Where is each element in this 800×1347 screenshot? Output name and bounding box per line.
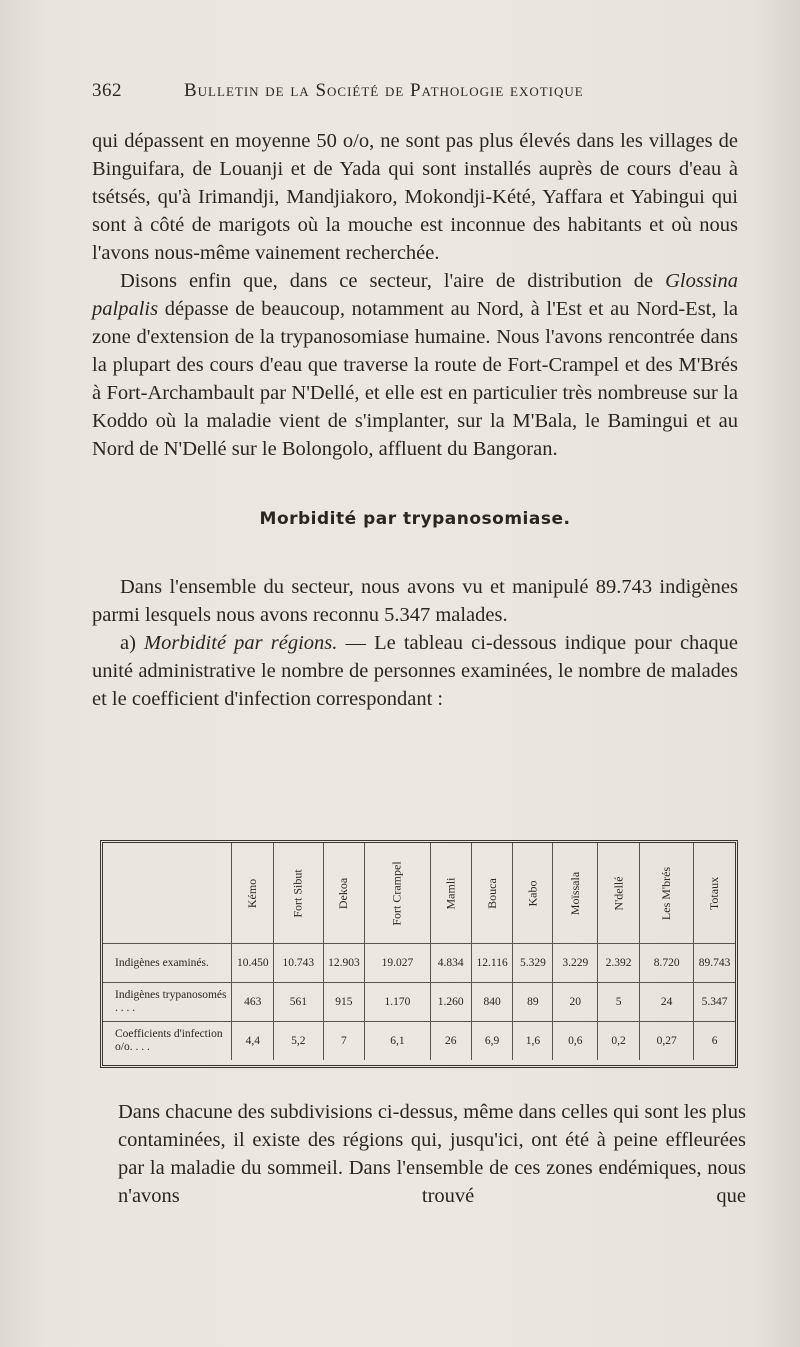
paragraph-5: Dans chacune des subdivisions ci-dessus, même dans celles qui sont les plus contaminées, il existe des régions qui, jusqu'ici, ont été à peine effleurées par la maladie du sommeil. Dans l'ensemble de ces zones endémiques, nous n'avons trouvé que: [118, 1101, 746, 1207]
paragraph-4-subheading: Morbidité par régions.: [144, 632, 338, 654]
row-label: Coefficients d'infection o/o. . . .: [103, 1022, 232, 1061]
table-cell: 12.903: [323, 944, 365, 983]
table-cell: 20: [553, 983, 598, 1022]
table-cell: 0,27: [640, 1022, 694, 1061]
table-cell: 24: [640, 983, 694, 1022]
morbidity-table-grid: [103, 843, 735, 1060]
col-dekoa: [323, 843, 365, 944]
row-label: Indigènes trypanosomés . . . .: [103, 983, 232, 1022]
col-label: Les M'brés: [659, 866, 674, 920]
table-cell: 4.834: [430, 944, 471, 983]
table-cell: 26: [430, 1022, 471, 1061]
col-label: Totaux: [707, 876, 722, 910]
table-cell: 6: [694, 1022, 735, 1061]
col-label: Mamli: [443, 877, 458, 909]
table-row: [103, 944, 735, 983]
col-label: Dekoa: [336, 877, 351, 909]
col-les-mbres: [640, 843, 694, 944]
table-cell: 5: [598, 983, 640, 1022]
col-label: Fort Sibut: [290, 868, 305, 918]
table-cell: 89: [513, 983, 553, 1022]
table-cell: 5.347: [694, 983, 735, 1022]
col-kabo: [513, 843, 553, 944]
table-cell: 1.170: [365, 983, 430, 1022]
table-cell: 463: [232, 983, 274, 1022]
paragraph-2-end: dépasse de beaucoup, notamment au Nord, à l'Est et au Nord-Est, la zone d'extension de la trypanosomiase humaine. Nous l'avons rencontrée dans la plupart des cours d'eau que traverse la route de Fort-Crampel et des M'Brés à Fort-Archambault par N'Dellé, et elle est en particulier très nombreuse sur la Koddo où la maladie vient de s'implanter, sur la M'Bala, le Bamingui et au Nord de N'Dellé sur le Bolongolo, affluent du Bangoran.: [92, 298, 738, 460]
col-label: Kémo: [245, 878, 260, 908]
table-cell: 561: [274, 983, 323, 1022]
table-cell: 10.450: [232, 944, 274, 983]
table-cell: 0,6: [553, 1022, 598, 1061]
table-header-row: [103, 843, 735, 944]
col-label: N'dellé: [611, 875, 626, 911]
col-moissala: [553, 843, 598, 944]
paragraph-4: [92, 629, 738, 713]
col-fort-crampel: [365, 843, 430, 944]
table-cell: 1,6: [513, 1022, 553, 1061]
table-cell: 89.743: [694, 944, 735, 983]
table-cell: 5,2: [274, 1022, 323, 1061]
morbidity-table: [100, 840, 738, 1068]
table-cell: 1.260: [430, 983, 471, 1022]
paragraph-3: Dans l'ensemble du secteur, nous avons vu et manipulé 89.743 indigènes parmi lesquels nous avons reconnu 5.347 malades.: [92, 576, 738, 626]
table-cell: 6,1: [365, 1022, 430, 1061]
row-label: Indigènes examinés.: [103, 944, 232, 983]
table-corner: [103, 843, 232, 944]
col-mamli: [430, 843, 471, 944]
table-cell: 0,2: [598, 1022, 640, 1061]
running-title: Bulletin de la Société de Pathologie exotique: [184, 80, 584, 101]
table-cell: 915: [323, 983, 365, 1022]
table-cell: 7: [323, 1022, 365, 1061]
page-number: 362: [92, 80, 122, 101]
paragraph-2-start: Disons enfin que, dans ce secteur, l'aire de distribution de: [120, 270, 666, 292]
table-cell: 5.329: [513, 944, 553, 983]
paragraph-4-label: a): [120, 632, 145, 654]
table-cell: 840: [471, 983, 513, 1022]
paragraph-1: qui dépassent en moyenne 50 o/o, ne sont pas plus élevés dans les villages de Binguifara, de Louanji et de Yada qui sont installés auprès de cours d'eau à tsétsés, qu'à Irimandji, Mandjiakoro, Mokondji-Kété, Yaffara et Yabingui qui sont à côté de marigots où la mouche est inconnue des habitants et où nous l'avons nous-même vainement recherchée.: [92, 130, 738, 264]
col-kemo: [232, 843, 274, 944]
table-cell: 3.229: [553, 944, 598, 983]
col-label: Kabo: [525, 880, 540, 906]
col-totaux: [694, 843, 735, 944]
col-fort-sibut: [274, 843, 323, 944]
col-ndelle: [598, 843, 640, 944]
species-name: Glossina palpalis: [92, 270, 738, 320]
body-text: [92, 127, 738, 713]
paragraph-4-rest: — Le tableau ci-dessous indique pour chaque unité administrative le nombre de personnes examinées, le nombre de malades et le coefficient d'infection correspondant :: [92, 632, 738, 710]
col-label: Moïssala: [567, 871, 582, 915]
paragraph-2: [92, 267, 738, 463]
table-cell: 6,9: [471, 1022, 513, 1061]
closing-text: [118, 1098, 746, 1210]
table-cell: 8.720: [640, 944, 694, 983]
section-heading: Morbidité par trypanosomiase.: [259, 509, 571, 529]
running-header: [92, 80, 652, 110]
table-row: [103, 983, 735, 1022]
table-cell: 4,4: [232, 1022, 274, 1061]
table-cell: 10.743: [274, 944, 323, 983]
col-label: Fort Crampel: [389, 860, 404, 926]
table-cell: 2.392: [598, 944, 640, 983]
table-row: [103, 1022, 735, 1061]
col-label: Bouca: [484, 877, 499, 909]
table-cell: 19.027: [365, 944, 430, 983]
col-bouca: [471, 843, 513, 944]
table-cell: 12.116: [471, 944, 513, 983]
